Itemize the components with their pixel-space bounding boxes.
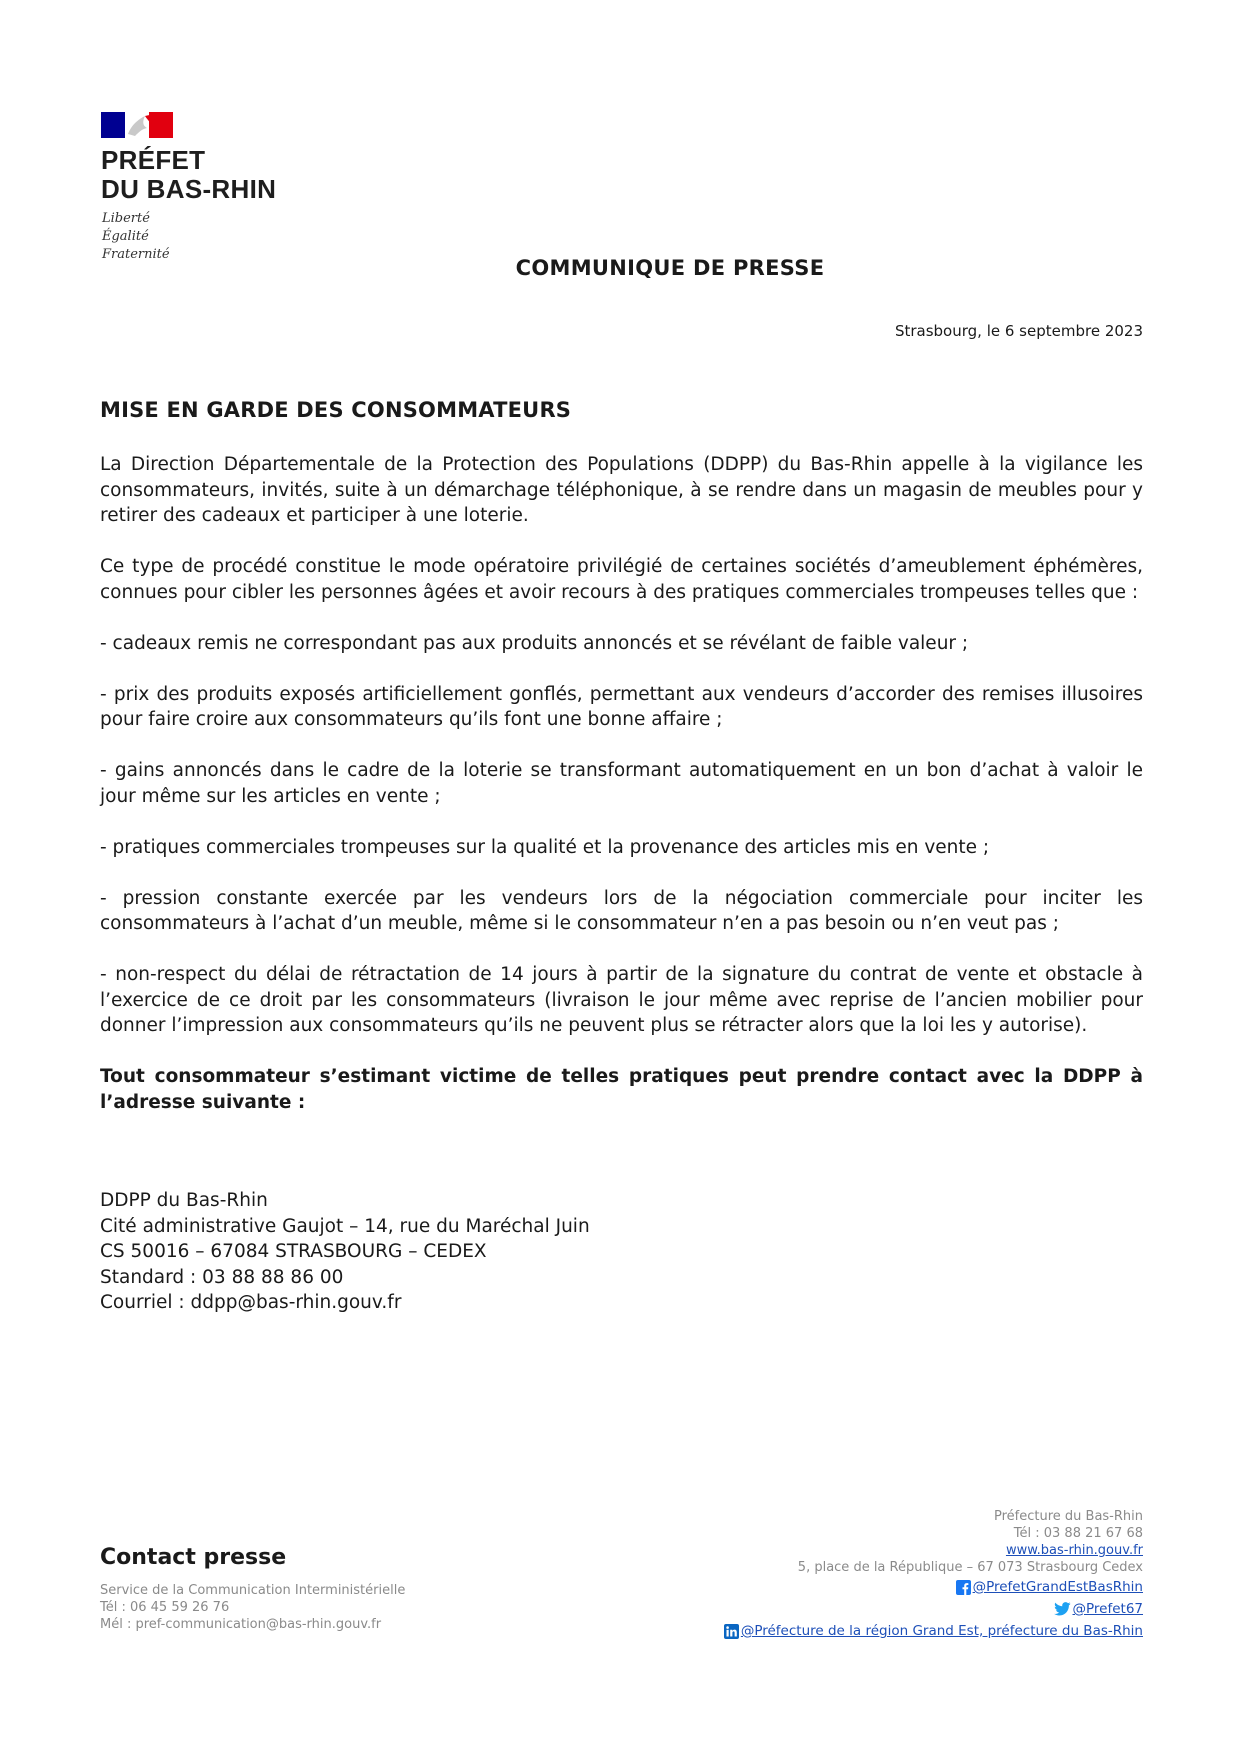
facebook-link-row[interactable] — [956, 1579, 1143, 1595]
linkedin-icon — [724, 1624, 739, 1639]
list-item: - pratiques commerciales trompeuses sur la qualité et la provenance des articles mis en vente ; — [100, 836, 990, 858]
twitter-link[interactable]: @Prefet67 — [1072, 1601, 1143, 1617]
list-item: - gains annoncés dans le cadre de la loterie se transformant automatiquement en un bon d’achat à valoir le jour même sur les articles en vente ; — [100, 760, 1143, 807]
address-line-1: Cité administrative Gaujot – 14, rue du Maréchal Juin — [100, 1215, 590, 1237]
prefecture-name: Préfecture du Bas-Rhin — [993, 1509, 1143, 1524]
contact-service: Service de la Communication Interministérielle — [100, 1583, 406, 1598]
logo-line-1: PRÉFET — [101, 145, 206, 175]
address-email: Courriel : ddpp@bas-rhin.gouv.fr — [100, 1292, 402, 1313]
motto-fraternite: Fraternité — [102, 247, 170, 262]
twitter-link-row[interactable] — [1054, 1601, 1144, 1617]
prefecture-website-link[interactable]: www.bas-rhin.gouv.fr — [1005, 1543, 1143, 1558]
prefecture-address: 5, place de la République – 67 073 Strasbourg Cedex — [797, 1560, 1143, 1575]
contact-email: Mél : pref-communication@bas-rhin.gouv.fr — [100, 1617, 382, 1632]
date-line: Strasbourg, le 6 septembre 2023 — [894, 322, 1143, 340]
list-item: - cadeaux remis ne correspondant pas aux produits annoncés et se révélant de faible valeur ; — [100, 632, 969, 654]
document-title: COMMUNIQUE DE PRESSE — [515, 256, 825, 280]
section-heading: MISE EN GARDE DES CONSOMMATEURS — [100, 398, 572, 422]
motto-liberte: Liberté — [102, 211, 150, 226]
list-item: - prix des produits exposés artificiellement gonflés, permettant aux vendeurs d’accorder des remises illusoires pour faire croire aux consommateurs qu’ils font une bonne affaire ; — [100, 683, 1143, 730]
facebook-link[interactable]: @PrefetGrandEstBasRhin — [972, 1579, 1143, 1595]
ddpp-address — [100, 1188, 590, 1316]
contact-info — [100, 1582, 405, 1633]
marianne-logo — [101, 112, 173, 138]
prefecture-info — [798, 1508, 1143, 1576]
list-item: - pression constante exercée par les vendeurs lors de la négociation commerciale pour inciter les consommateurs à l’achat d’un meuble, même si le consommateur n’en a pas besoin ou n’en veut pas ; — [100, 887, 1143, 934]
logo-title — [101, 146, 276, 204]
contact-title: Contact presse — [100, 1545, 287, 1570]
facebook-icon — [956, 1580, 971, 1595]
contact-phone: Tél : 06 45 59 26 76 — [100, 1600, 230, 1615]
prefecture-phone: Tél : 03 88 21 67 68 — [1013, 1526, 1143, 1541]
logo-line-2: DU BAS-RHIN — [101, 174, 277, 204]
linkedin-link[interactable]: @Préfecture de la région Grand Est, préfecture du Bas-Rhin — [740, 1623, 1143, 1639]
body-text — [100, 452, 1143, 1141]
list-item: - non-respect du délai de rétractation de 14 jours à partir de la signature du contrat de vente et obstacle à l’exercice de ce droit par les consommateurs (livraison le jour même avec reprise de l’ancien mobilier pour donner l’impression aux consommateurs qu’ils ne peuvent plus se rétracter alors que la loi les y autorise). — [100, 964, 1143, 1036]
address-line-2: CS 50016 – 67084 STRASBOURG – CEDEX — [100, 1241, 487, 1262]
motto-egalite: Égalité — [102, 229, 149, 244]
address-phone: Standard : 03 88 88 86 00 — [100, 1266, 344, 1288]
twitter-icon — [1054, 1602, 1071, 1616]
paragraph-context: Ce type de procédé constitue le mode opératoire privilégié de certaines sociétés d’ameublement éphémères, connues pour cibler les personnes âgées et avoir recours à des pratiques commerciales trompeuses telles que : — [100, 556, 1143, 603]
paragraph-intro: La Direction Départementale de la Protection des Populations (DDPP) du Bas-Rhin appelle à la vigilance les consommateurs, invités, suite à un démarchage téléphonique, à se rendre dans un magasin de meubles pour y retirer des cadeaux et participer à une loterie. — [100, 454, 1143, 526]
paragraph-contact-notice: Tout consommateur s’estimant victime de telles pratiques peut prendre contact avec la DDPP à l’adresse suivante : — [100, 1066, 1143, 1113]
address-name: DDPP du Bas-Rhin — [100, 1190, 268, 1211]
linkedin-link-row[interactable] — [724, 1623, 1143, 1639]
